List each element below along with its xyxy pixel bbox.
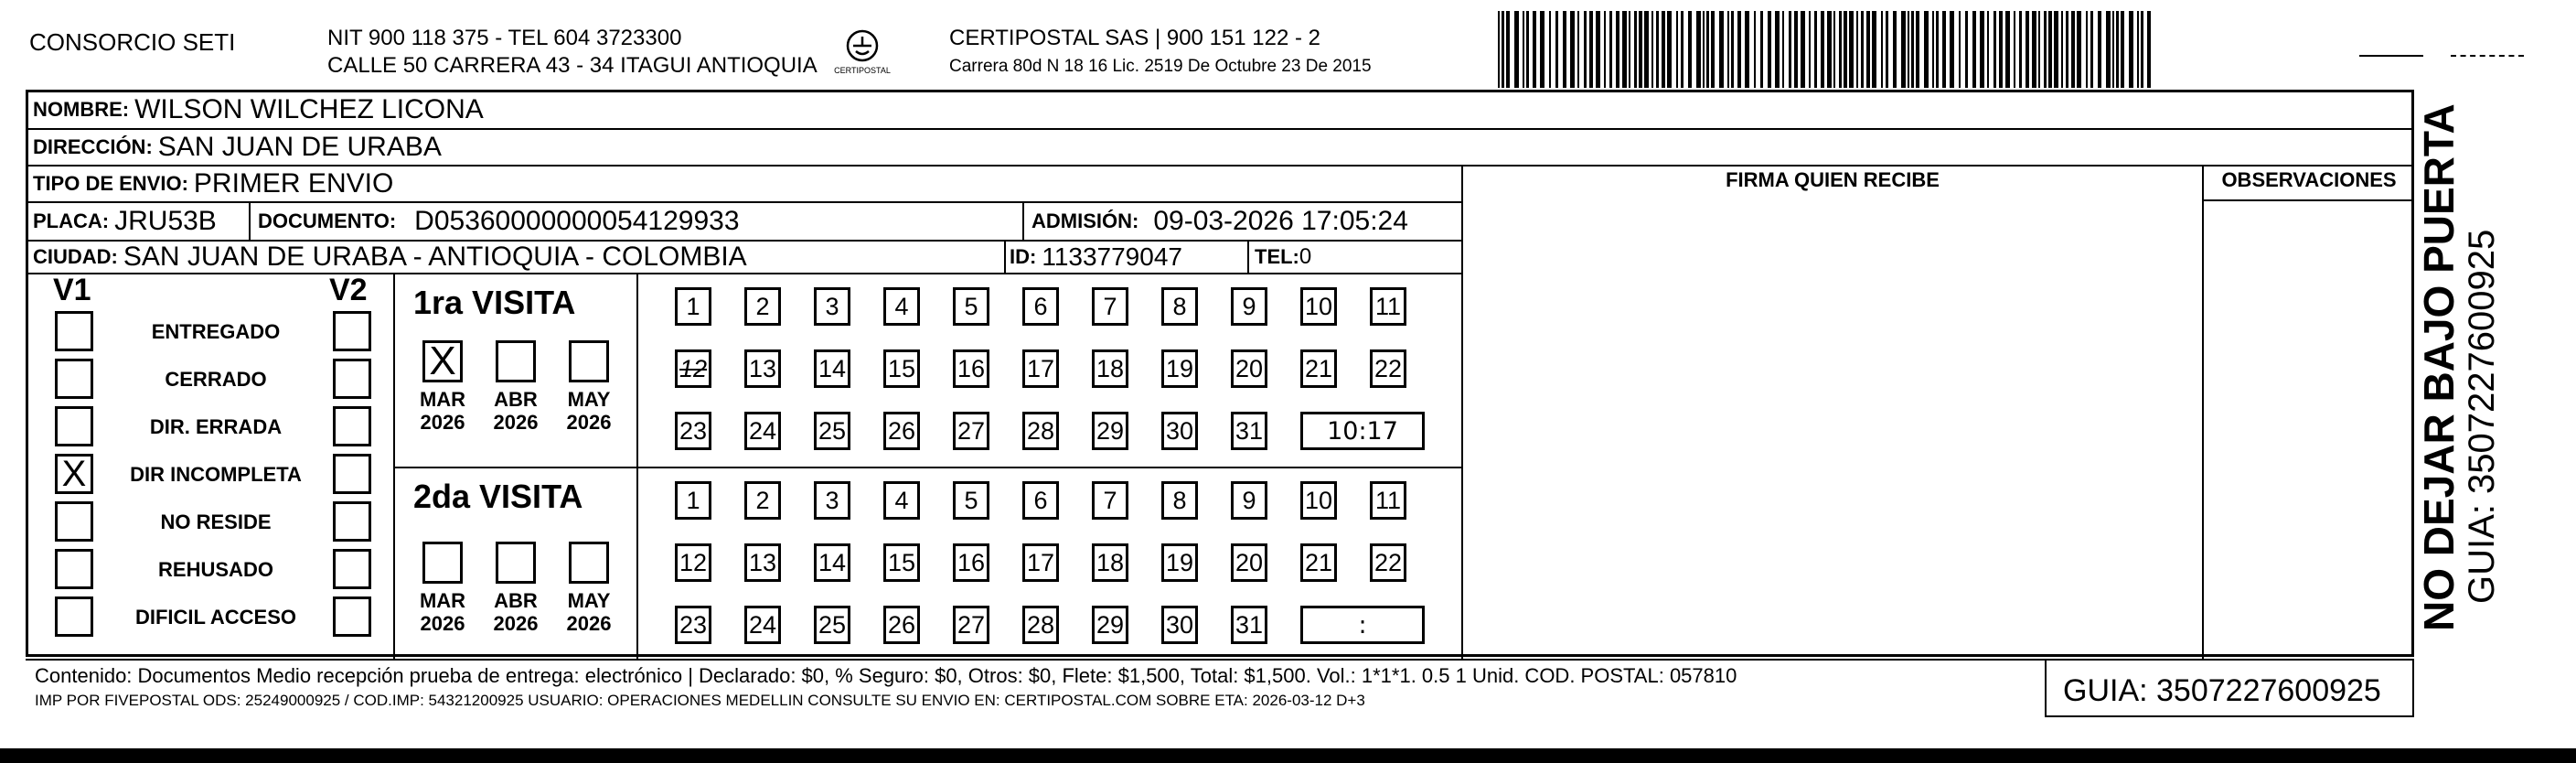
barcode-bar bbox=[1555, 11, 1558, 88]
barcode-bar bbox=[1622, 11, 1627, 88]
month-label bbox=[560, 388, 618, 434]
barcode-bar bbox=[2061, 11, 2063, 88]
barcode-bar bbox=[1999, 11, 2003, 88]
month-label bbox=[486, 589, 545, 635]
visit-title: 1ra VISITA bbox=[413, 284, 576, 321]
v2-checkbox[interactable] bbox=[333, 406, 371, 446]
barcode-bar bbox=[1775, 11, 1780, 88]
id-value: 1133779047 bbox=[1042, 242, 1182, 271]
barcode-bar bbox=[1861, 11, 1864, 88]
barcode-bar bbox=[1533, 11, 1536, 88]
firma-header: FIRMA QUIEN RECIBE bbox=[1726, 168, 1940, 191]
ciudad-value: SAN JUAN DE URABA - ANTIOQUIA - COLOMBIA bbox=[123, 242, 747, 272]
barcode-bar bbox=[2048, 11, 2052, 88]
barcode-bar bbox=[1950, 11, 1954, 88]
barcode-bar bbox=[1965, 11, 1968, 88]
month-checkbox[interactable] bbox=[496, 340, 536, 382]
barcode-bar bbox=[1801, 11, 1805, 88]
logo-text: CERTIPOSTAL bbox=[834, 66, 891, 75]
barcode-bar bbox=[1737, 11, 1741, 88]
day-box[interactable]: 31 bbox=[1231, 412, 1267, 450]
day-box[interactable]: 19 bbox=[1161, 349, 1198, 388]
day-box[interactable]: 2 bbox=[744, 481, 781, 520]
barcode-bar bbox=[2038, 11, 2040, 88]
v1-header: V1 bbox=[53, 273, 91, 307]
day-box[interactable]: 24 bbox=[744, 412, 781, 450]
v1-checkbox[interactable] bbox=[55, 596, 93, 637]
day-box[interactable]: 5 bbox=[953, 481, 989, 520]
barcode-bar bbox=[1911, 11, 1914, 88]
tel-label: TEL: bbox=[1255, 245, 1299, 268]
footer-guia: GUIA: 3507227600925 bbox=[2063, 673, 2381, 708]
day-box[interactable]: 17 bbox=[1022, 349, 1059, 388]
admision-label: ADMISIÓN: bbox=[1031, 210, 1139, 232]
barcode-bar bbox=[1506, 11, 1510, 88]
month-checkbox[interactable]: X bbox=[422, 340, 463, 382]
direccion-label: DIRECCIÓN: bbox=[33, 135, 153, 158]
observaciones-header: OBSERVACIONES bbox=[2221, 168, 2397, 191]
barcode-bar bbox=[1563, 11, 1566, 88]
barcode-bar bbox=[1502, 11, 1504, 88]
barcode-bar bbox=[1924, 11, 1929, 88]
admision-value: 09-03-2026 17:05:24 bbox=[1153, 206, 1408, 236]
month-name: ABR bbox=[494, 589, 538, 612]
barcode-bar bbox=[2112, 11, 2114, 88]
v2-checkbox[interactable] bbox=[333, 596, 371, 637]
divider-v bbox=[1247, 240, 1249, 273]
barcode-bar bbox=[2019, 11, 2022, 88]
barcode-bar bbox=[1681, 11, 1683, 88]
barcode-bar bbox=[2071, 11, 2075, 88]
barcode-bar bbox=[2116, 11, 2119, 88]
barcode-bar bbox=[1794, 11, 1798, 88]
tel-row bbox=[1255, 241, 1311, 274]
status-label: NO RESIDE bbox=[160, 510, 272, 533]
license-line: Carrera 80d N 18 16 Lic. 2519 De Octubre 23 De 2015 bbox=[949, 57, 1372, 76]
month-year: 2026 bbox=[566, 612, 612, 635]
day-box[interactable]: 3 bbox=[814, 287, 850, 326]
day-box[interactable]: 29 bbox=[1092, 412, 1128, 450]
barcode-bar bbox=[1604, 11, 1606, 88]
barcode-bar bbox=[1959, 11, 1961, 88]
day-box[interactable]: 30 bbox=[1161, 606, 1198, 644]
barcode-bar bbox=[1789, 11, 1791, 88]
barcode-bar bbox=[1662, 11, 1665, 88]
barcode-bar bbox=[2147, 11, 2151, 88]
month-year: 2026 bbox=[420, 612, 465, 635]
barcode-bar bbox=[1782, 11, 1784, 88]
status-label: DIFICIL ACCESO bbox=[134, 606, 296, 629]
barcode-bar bbox=[1972, 11, 1976, 88]
day-box[interactable]: 12 bbox=[675, 349, 711, 388]
barcode-bar bbox=[2054, 11, 2058, 88]
v1-checkbox[interactable] bbox=[55, 359, 93, 399]
barcode-bar bbox=[1839, 11, 1842, 88]
tipo-envio-label: TIPO DE ENVIO: bbox=[33, 172, 188, 195]
barcode-bar bbox=[1916, 11, 1919, 88]
footer-imp: IMP POR FIVEPOSTAL ODS: 25249000925 / COD.IMP: 54321200925 USUARIO: OPERACIONES MEDELLIN CONSULTE SU ENVIO EN: CERTIPOSTAL.COM SOBRE ETA: 2026-03-12 D+3 bbox=[35, 692, 1365, 709]
barcode-bar bbox=[1844, 11, 1847, 88]
day-box[interactable]: 18 bbox=[1092, 349, 1128, 388]
divider-v bbox=[636, 273, 638, 659]
day-box[interactable]: 31 bbox=[1231, 606, 1267, 644]
day-box[interactable]: 21 bbox=[1300, 543, 1337, 582]
v2-checkbox[interactable] bbox=[333, 311, 371, 351]
id-label: ID: bbox=[1010, 245, 1037, 268]
company-name: CONSORCIO SETI bbox=[29, 28, 236, 56]
visit-title: 2da VISITA bbox=[413, 478, 583, 515]
ciudad-label: CIUDAD: bbox=[33, 245, 118, 268]
v2-checkbox[interactable] bbox=[333, 501, 371, 542]
barcode-bar bbox=[1745, 11, 1749, 88]
barcode-bar bbox=[1719, 11, 1724, 88]
barcode-bar bbox=[1667, 11, 1672, 88]
footer-bottom bbox=[2045, 715, 2414, 717]
day-box[interactable]: 7 bbox=[1092, 287, 1128, 326]
footer-contenido: Contenido: Documentos Medio recepción prueba de entrega: electrónico | Declarado: $0, % Seguro: $0, Otros: $0, Flete: $1,500, Total: $1,500. Vol.: 1*1*1. 0.5 1 Unid. COD. POSTAL: 057810 bbox=[35, 664, 1737, 687]
placa-label: PLACA: bbox=[33, 210, 110, 232]
divider-v bbox=[249, 201, 251, 240]
barcode-bar bbox=[1656, 11, 1659, 88]
month-label bbox=[413, 388, 472, 434]
barcode-bar bbox=[1833, 11, 1835, 88]
divider-v bbox=[393, 273, 395, 659]
v1-checkbox[interactable] bbox=[55, 501, 93, 542]
placa-row bbox=[33, 202, 217, 241]
direccion-value: SAN JUAN DE URABA bbox=[157, 132, 442, 162]
barcode-bar bbox=[1936, 11, 1939, 88]
barcode-bar bbox=[1696, 11, 1701, 88]
barcode-bar bbox=[1760, 11, 1763, 88]
barcode-bar bbox=[1629, 11, 1630, 88]
day-box[interactable]: 26 bbox=[883, 606, 920, 644]
day-box[interactable]: 10 bbox=[1300, 481, 1337, 520]
barcode-bar bbox=[1993, 11, 1996, 88]
barcode-bar bbox=[1570, 11, 1575, 88]
barcode-bar bbox=[1942, 11, 1946, 88]
divider-v bbox=[1461, 165, 1463, 659]
day-box[interactable]: 22 bbox=[1370, 543, 1406, 582]
barcode-bar bbox=[1703, 11, 1705, 88]
day-box[interactable]: 21 bbox=[1300, 349, 1337, 388]
barcode-bar bbox=[1727, 11, 1729, 88]
barcode-bar bbox=[1866, 11, 1870, 88]
footer-right bbox=[2412, 659, 2414, 715]
day-box[interactable]: 29 bbox=[1092, 606, 1128, 644]
day-box[interactable]: 30 bbox=[1161, 412, 1198, 450]
barcode-bar bbox=[1827, 11, 1832, 88]
divider-v bbox=[1004, 240, 1006, 273]
tel-value: 0 bbox=[1299, 244, 1312, 269]
barcode-bar bbox=[1676, 11, 1678, 88]
month-year: 2026 bbox=[493, 411, 539, 434]
side-notice: NO DEJAR BAJO PUERTA bbox=[2415, 103, 2463, 631]
barcode-bar bbox=[1577, 11, 1579, 88]
day-box[interactable]: 28 bbox=[1022, 606, 1059, 644]
barcode-bar bbox=[1731, 11, 1734, 88]
tipo-envio-value: PRIMER ENVIO bbox=[193, 168, 394, 199]
barcode-bar bbox=[1881, 11, 1883, 88]
month-label bbox=[413, 589, 472, 635]
day-box[interactable]: 28 bbox=[1022, 412, 1059, 450]
day-box[interactable]: 10 bbox=[1300, 287, 1337, 326]
day-box[interactable]: 11 bbox=[1370, 481, 1406, 520]
id-row bbox=[1010, 241, 1182, 274]
footer-divider bbox=[2045, 659, 2047, 715]
barcode-bar bbox=[1754, 11, 1756, 88]
barcode-bar bbox=[2066, 11, 2068, 88]
divider bbox=[26, 659, 2414, 661]
certipostal-line: CERTIPOSTAL SAS | 900 151 122 - 2 bbox=[949, 26, 1320, 50]
day-box[interactable]: 23 bbox=[675, 606, 711, 644]
day-box[interactable]: 18 bbox=[1092, 543, 1128, 582]
barcode-bar bbox=[1706, 11, 1709, 88]
barcode-bar bbox=[1526, 11, 1529, 88]
barcode-bar bbox=[1821, 11, 1824, 88]
v2-checkbox[interactable] bbox=[333, 454, 371, 494]
certipostal-logo bbox=[828, 26, 897, 81]
barcode-bar bbox=[2098, 11, 2101, 88]
day-box[interactable]: 6 bbox=[1022, 481, 1059, 520]
documento-value: D05360000000054129933 bbox=[414, 206, 740, 236]
day-box[interactable]: 5 bbox=[953, 287, 989, 326]
barcode-bar bbox=[1987, 11, 1989, 88]
nombre-label: NOMBRE: bbox=[33, 98, 130, 121]
nit-line: NIT 900 118 375 - TEL 604 3723300 bbox=[327, 26, 682, 50]
barcode-bar bbox=[2044, 11, 2047, 88]
time-box[interactable]: : bbox=[1300, 606, 1425, 644]
day-box[interactable]: 25 bbox=[814, 606, 850, 644]
barcode-bar bbox=[1908, 11, 1909, 88]
barcode-bar bbox=[1584, 11, 1587, 88]
divider-v bbox=[2202, 165, 2204, 659]
month-year: 2026 bbox=[493, 612, 539, 635]
v1-checkbox[interactable]: X bbox=[55, 454, 93, 494]
day-box[interactable]: 9 bbox=[1231, 287, 1267, 326]
barcode-bar bbox=[1498, 11, 1500, 88]
day-box[interactable]: 9 bbox=[1231, 481, 1267, 520]
day-box[interactable]: 22 bbox=[1370, 349, 1406, 388]
month-year: 2026 bbox=[566, 411, 612, 434]
month-checkbox[interactable] bbox=[569, 340, 609, 382]
status-label: DIR. ERRADA bbox=[149, 415, 283, 438]
month-year: 2026 bbox=[420, 411, 465, 434]
admision-row bbox=[1031, 202, 1408, 241]
time-box[interactable]: 10:17 bbox=[1300, 412, 1425, 450]
month-name: MAY bbox=[567, 388, 611, 411]
day-box[interactable]: 24 bbox=[744, 606, 781, 644]
day-box[interactable]: 12 bbox=[675, 543, 711, 582]
direccion-row bbox=[33, 129, 442, 166]
day-box[interactable]: 1 bbox=[675, 287, 711, 326]
month-name: MAR bbox=[419, 388, 466, 411]
barcode-bar bbox=[1634, 11, 1637, 88]
barcode-bar bbox=[1523, 11, 1524, 88]
nombre-value: WILSON WILCHEZ LICONA bbox=[134, 94, 484, 124]
side-panel bbox=[2414, 0, 2560, 659]
day-box[interactable]: 27 bbox=[953, 412, 989, 450]
barcode-bar bbox=[1814, 11, 1817, 88]
barcode-bar bbox=[1639, 11, 1642, 88]
day-box[interactable]: 20 bbox=[1231, 349, 1267, 388]
barcode-bar bbox=[1711, 11, 1715, 88]
scan-edge bbox=[0, 748, 2576, 763]
v1-checkbox[interactable] bbox=[55, 311, 93, 351]
barcode-bar bbox=[2121, 11, 2124, 88]
month-label bbox=[560, 589, 618, 635]
day-box[interactable]: 1 bbox=[675, 481, 711, 520]
ciudad-row bbox=[33, 241, 747, 274]
day-box[interactable]: 26 bbox=[883, 412, 920, 450]
barcode-bar bbox=[2141, 11, 2143, 88]
status-label: ENTREGADO bbox=[151, 320, 281, 343]
month-name: MAY bbox=[567, 589, 611, 612]
placa-value: JRU53B bbox=[114, 206, 217, 236]
divider bbox=[393, 467, 1461, 468]
day-box[interactable]: 13 bbox=[744, 543, 781, 582]
day-box[interactable]: 19 bbox=[1161, 543, 1198, 582]
day-box[interactable]: 15 bbox=[883, 543, 920, 582]
day-box[interactable]: 11 bbox=[1370, 287, 1406, 326]
day-box[interactable]: 23 bbox=[675, 412, 711, 450]
day-box[interactable]: 27 bbox=[953, 606, 989, 644]
barcode-bar bbox=[2137, 11, 2139, 88]
barcode-bar bbox=[1514, 11, 1519, 88]
documento-label: DOCUMENTO: bbox=[258, 210, 397, 232]
day-box[interactable]: 17 bbox=[1022, 543, 1059, 582]
day-box[interactable]: 14 bbox=[814, 349, 850, 388]
month-name: MAR bbox=[419, 589, 466, 612]
side-guia: GUIA: 3507227600925 bbox=[2462, 229, 2502, 604]
v2-header: V2 bbox=[329, 273, 368, 307]
day-box[interactable]: 20 bbox=[1231, 543, 1267, 582]
nombre-row bbox=[33, 91, 484, 128]
day-box[interactable]: 8 bbox=[1161, 481, 1198, 520]
barcode-bar bbox=[1886, 11, 1888, 88]
barcode-bar bbox=[1893, 11, 1897, 88]
barcode bbox=[1498, 11, 2156, 88]
barcode-bar bbox=[1980, 11, 1984, 88]
day-box[interactable]: 7 bbox=[1092, 481, 1128, 520]
day-box[interactable]: 25 bbox=[814, 412, 850, 450]
status-label: DIR INCOMPLETA bbox=[130, 463, 302, 486]
barcode-bar bbox=[2014, 11, 2015, 88]
barcode-bar bbox=[2129, 11, 2133, 88]
barcode-bar bbox=[1688, 11, 1692, 88]
signature-area[interactable] bbox=[1465, 203, 2200, 657]
barcode-bar bbox=[1901, 11, 1906, 88]
barcode-bar bbox=[1596, 11, 1600, 88]
day-box[interactable]: 8 bbox=[1161, 287, 1198, 326]
barcode-bar bbox=[1809, 11, 1811, 88]
barcode-bar bbox=[1932, 11, 1934, 88]
barcode-bar bbox=[1616, 11, 1619, 88]
day-box[interactable]: 6 bbox=[1022, 287, 1059, 326]
barcode-bar bbox=[1849, 11, 1854, 88]
documento-row bbox=[258, 202, 740, 241]
day-box[interactable]: 4 bbox=[883, 481, 920, 520]
barcode-bar bbox=[2090, 11, 2093, 88]
barcode-bar bbox=[1768, 11, 1771, 88]
month-label bbox=[486, 388, 545, 434]
barcode-bar bbox=[1856, 11, 1858, 88]
day-box[interactable]: 15 bbox=[883, 349, 920, 388]
barcode-bar bbox=[1540, 11, 1545, 88]
barcode-bar bbox=[2032, 11, 2036, 88]
v1-checkbox[interactable] bbox=[55, 549, 93, 589]
address-line: CALLE 50 CARRERA 43 - 34 ITAGUI ANTIOQUIA bbox=[327, 53, 818, 78]
day-box[interactable]: 14 bbox=[814, 543, 850, 582]
status-label: REHUSADO bbox=[158, 558, 273, 581]
day-box[interactable]: 2 bbox=[744, 287, 781, 326]
month-checkbox[interactable] bbox=[422, 542, 463, 584]
month-name: ABR bbox=[494, 388, 538, 411]
barcode-bar bbox=[1589, 11, 1593, 88]
day-box[interactable]: 16 bbox=[953, 349, 989, 388]
barcode-bar bbox=[2086, 11, 2088, 88]
tipo-envio-row bbox=[33, 166, 393, 202]
divider-v bbox=[1022, 201, 1024, 240]
barcode-bar bbox=[1644, 11, 1649, 88]
month-checkbox[interactable] bbox=[569, 542, 609, 584]
v2-checkbox[interactable] bbox=[333, 359, 371, 399]
barcode-bar bbox=[1609, 11, 1612, 88]
barcode-bar bbox=[1549, 11, 1551, 88]
barcode-bar bbox=[1651, 11, 1653, 88]
month-checkbox[interactable] bbox=[496, 542, 536, 584]
barcode-bar bbox=[2077, 11, 2081, 88]
barcode-bar bbox=[2026, 11, 2029, 88]
barcode-bar bbox=[2106, 11, 2111, 88]
status-label: CERRADO bbox=[165, 368, 267, 391]
observaciones-underline bbox=[2204, 199, 2414, 201]
observations-area[interactable] bbox=[2206, 203, 2412, 657]
v1-checkbox[interactable] bbox=[55, 406, 93, 446]
day-box[interactable]: 13 bbox=[744, 349, 781, 388]
barcode-bar bbox=[1872, 11, 1876, 88]
day-box[interactable]: 3 bbox=[814, 481, 850, 520]
day-box[interactable]: 16 bbox=[953, 543, 989, 582]
barcode-bar bbox=[2005, 11, 2010, 88]
day-box[interactable]: 4 bbox=[883, 287, 920, 326]
v2-checkbox[interactable] bbox=[333, 549, 371, 589]
